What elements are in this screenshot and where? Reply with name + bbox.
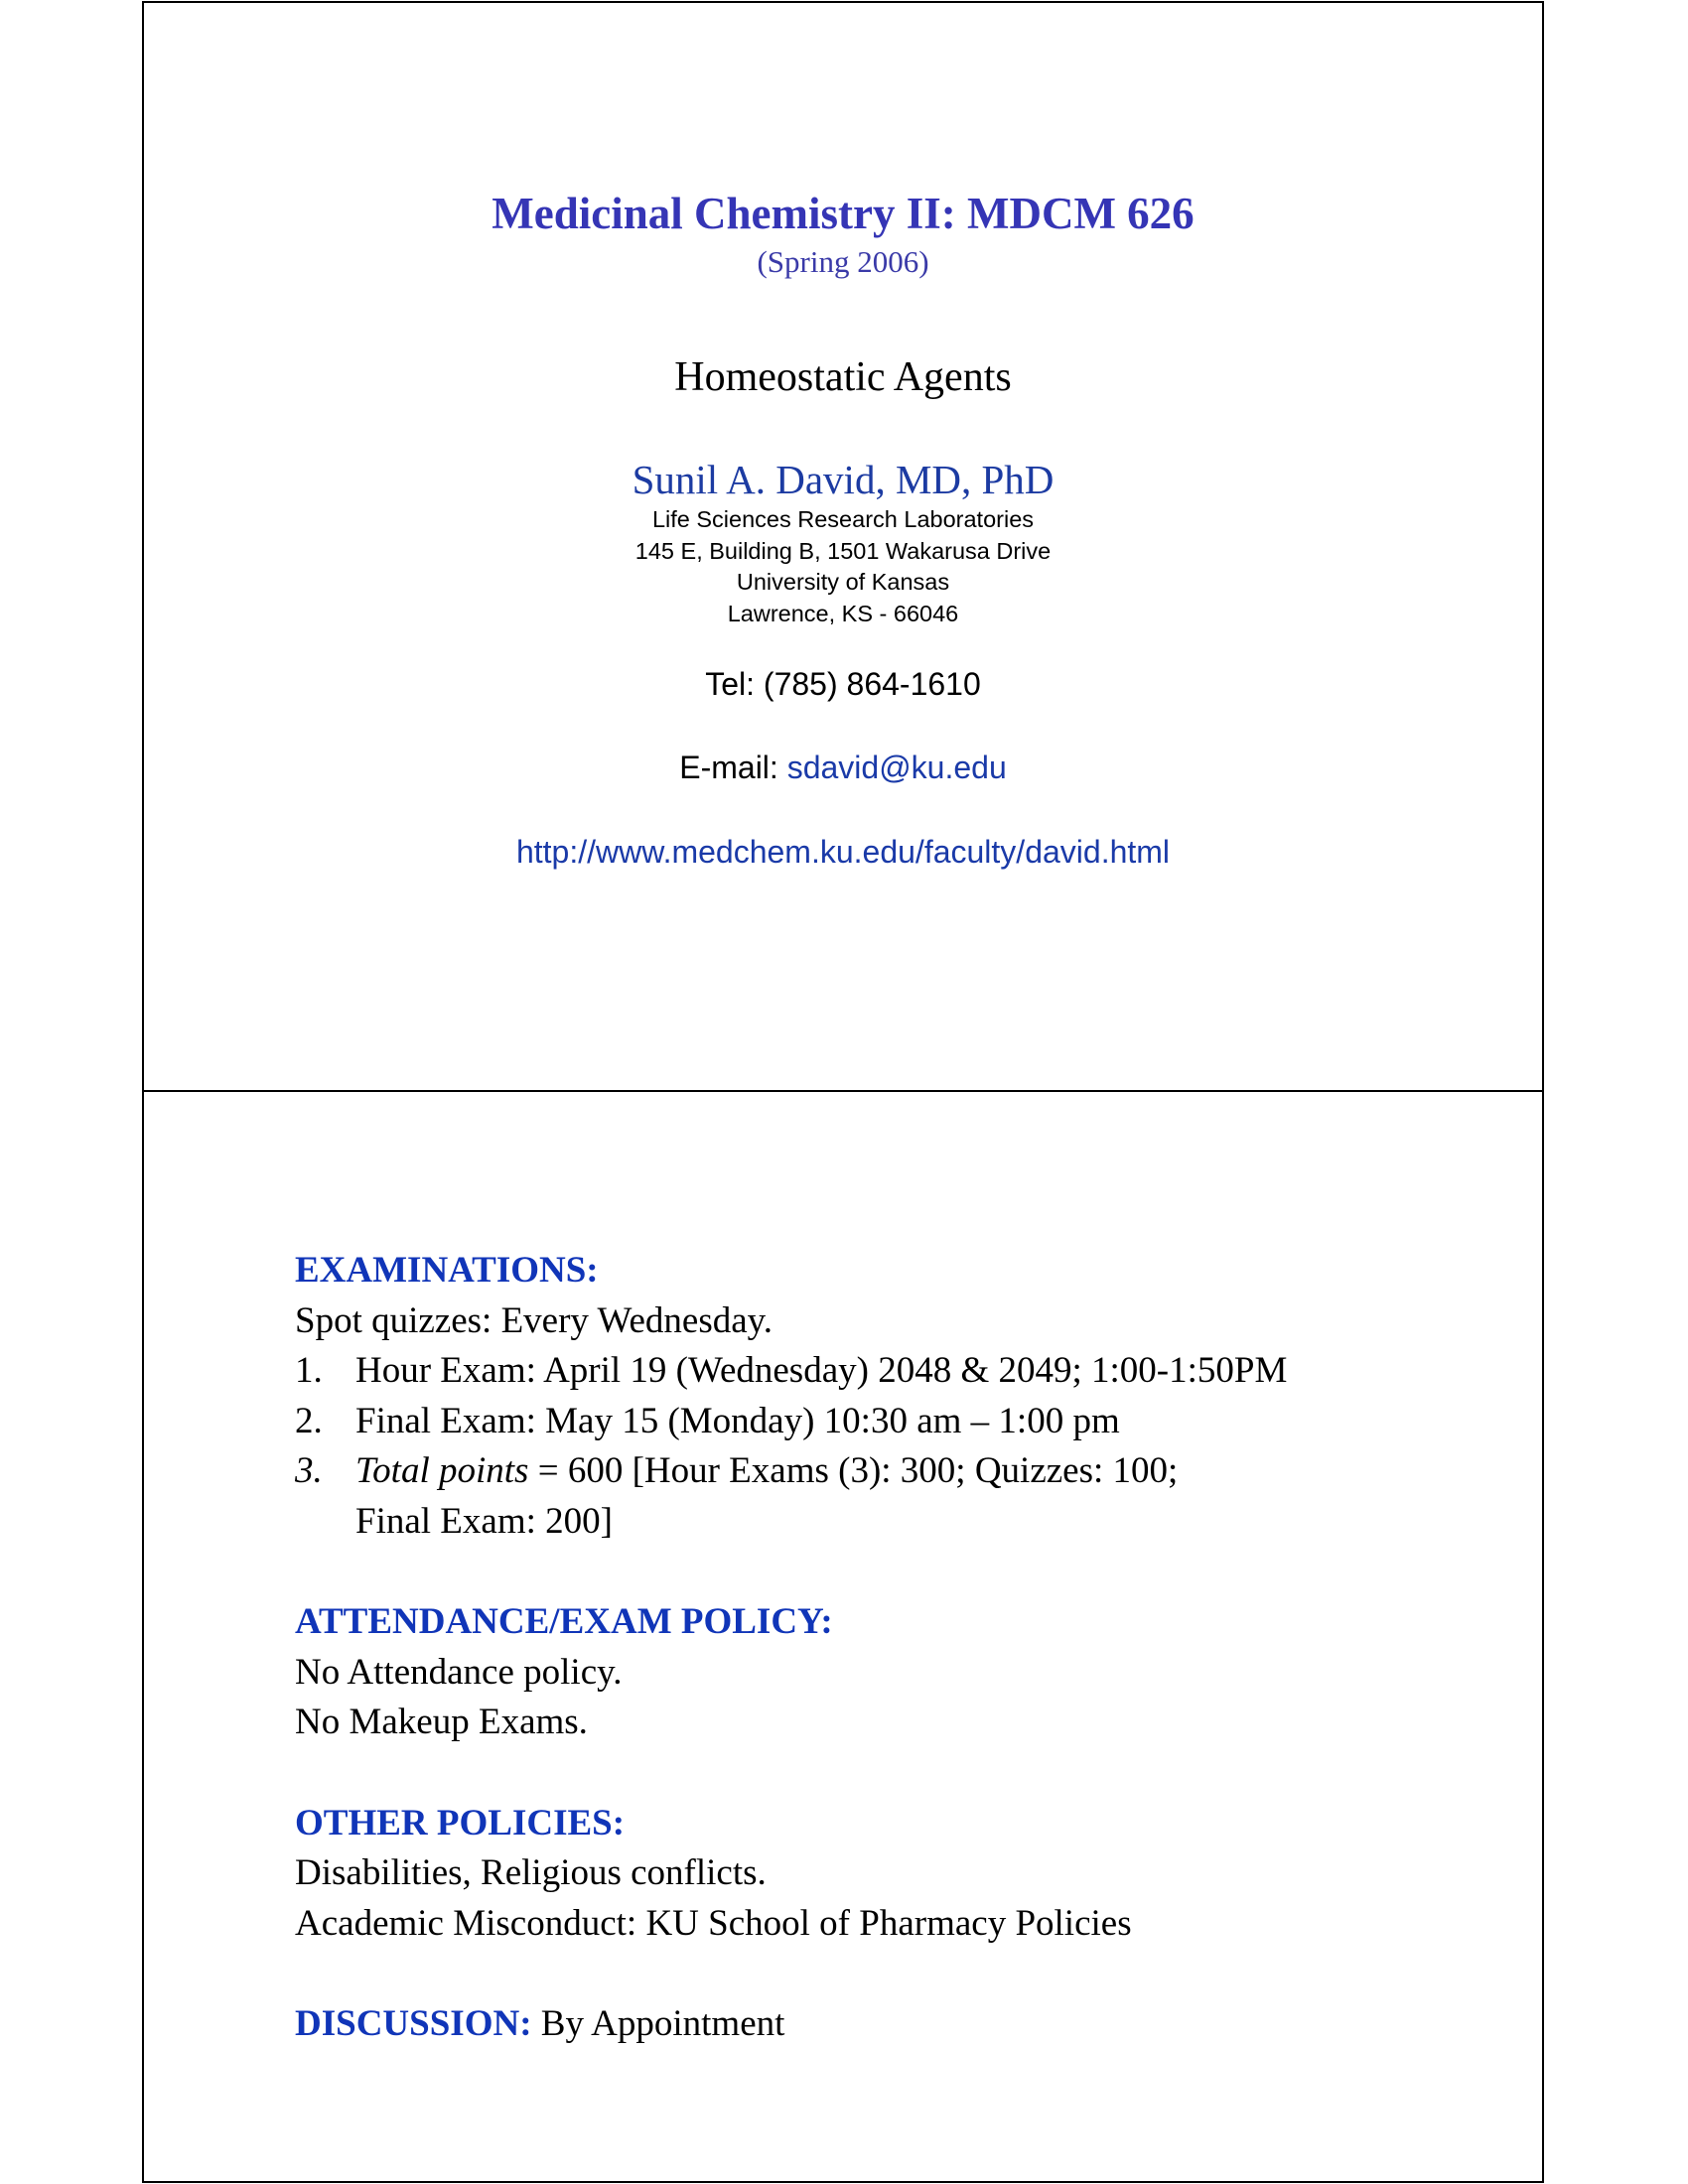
email-label: E-mail:	[679, 750, 787, 785]
course-term: (Spring 2006)	[757, 244, 929, 279]
policies-body	[295, 1246, 1526, 2050]
exam-item-3-continuation: Final Exam: 200]	[355, 1500, 613, 1542]
spot-quizzes: Spot quizzes: Every Wednesday.	[295, 1299, 773, 1341]
examinations-heading: EXAMINATIONS:	[295, 1250, 599, 1291]
email-line	[144, 749, 1542, 786]
attendance-line: No Attendance policy.	[295, 1651, 623, 1693]
telephone: Tel: (785) 864-1610	[705, 666, 981, 702]
item-text: = 600 [Hour Exams (3): 300; Quizzes: 100;	[528, 1450, 1179, 1492]
attendance-line: No Makeup Exams.	[295, 1702, 588, 1743]
spacer	[295, 1548, 1526, 1598]
address-line: Life Sciences Research Laboratories	[651, 506, 1035, 532]
item-number: 3.	[295, 1450, 323, 1492]
attendance-heading: ATTENDANCE/EXAM POLICY:	[295, 1601, 833, 1643]
email-link[interactable]: sdavid@ku.edu	[786, 750, 1007, 785]
exam-item-2	[295, 1397, 1526, 1447]
lecture-topic: Homeostatic Agents	[674, 354, 1012, 400]
faculty-url-link[interactable]: http://www.medchem.ku.edu/faculty/david.html	[515, 834, 1171, 870]
other-policies-heading: OTHER POLICIES:	[295, 1802, 626, 1843]
item-number: 2.	[295, 1400, 323, 1441]
discussion-heading: DISCUSSION:	[295, 2002, 532, 2044]
item-number: 1.	[295, 1350, 323, 1392]
address-line: 145 E, Building B, 1501 Wakarusa Drive	[634, 538, 1052, 564]
course-title: Medicinal Chemistry II: MDCM 626	[492, 189, 1195, 238]
spacer	[295, 1949, 1526, 1999]
item-text: Final Exam: May 15 (Monday) 10:30 am – 1:00 pm	[355, 1400, 1120, 1441]
item-italic-text: Total points	[355, 1450, 529, 1492]
item-text: Hour Exam: April 19 (Wednesday) 2048 & 2049; 1:00-1:50PM	[355, 1350, 1288, 1392]
exam-item-1	[295, 1346, 1526, 1397]
exam-item-3	[295, 1446, 1526, 1497]
slide-policies	[142, 1090, 1544, 2183]
address-line: University of Kansas	[736, 569, 950, 595]
instructor-name: Sunil A. David, MD, PhD	[632, 457, 1055, 502]
address-line: Lawrence, KS - 66046	[727, 601, 959, 626]
other-policies-line: Disabilities, Religious conflicts.	[295, 1852, 767, 1894]
other-policies-line: Academic Misconduct: KU School of Pharmacy Policies	[295, 1902, 1132, 1944]
slide-title	[142, 1, 1544, 1093]
discussion-line	[295, 1999, 1526, 2050]
spacer	[295, 1748, 1526, 1799]
discussion-text: By Appointment	[531, 2002, 785, 2044]
